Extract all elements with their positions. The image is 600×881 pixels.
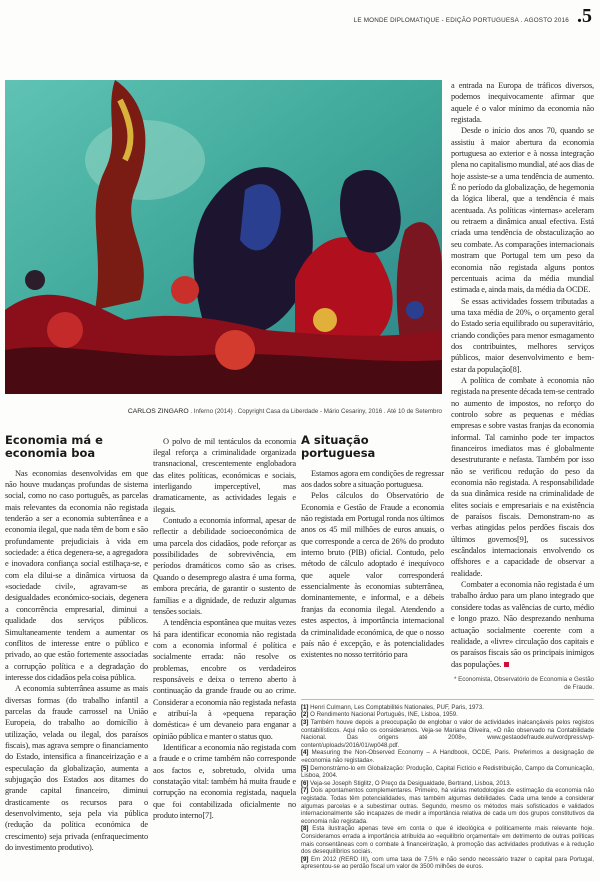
footnote	[301, 856, 594, 871]
paragraph: Se essas actividades fossem tributadas a uma taxa média de 20%, o orçamento geral do Estado seria equilibrado ou superavitário, criando condições para menor esmagamento dos contribuintes, melhores serviços públicos, maior desenvolvimento e bem-estar da população[8].	[451, 296, 594, 374]
paragraph: Contudo a economia informal, apesar de reflectir a debilidade socioeconómica de uma parcela dos cidadãos, pode reforçar as possibilidades de sobrevivência, em períodos dramáticos como são as crises. Quando o desemprego alastra é uma forma, embora precária, de garantir o sustento de famílias e a dignidade, de reduzir algumas tensões sociais.	[153, 516, 296, 616]
illustration-credit: . Inferno (2014) . Copyright Casa da Liberdade - Mário Cesariny, 2016 . Até 10 de Setembro	[188, 408, 442, 416]
artist-name: CARLOS ZINGARO	[127, 408, 189, 416]
section-heading-economia: Economia má e economia boa	[5, 432, 103, 460]
footnote-text: Esta ilustração apenas teve em conta o que é ideológica e politicamente mais relevante hoje. Consideramos errada a importância atribuída ao «equilíbrio orçamental» em detrimento de outras políticas mais consentâneas com o combate à financeirização, à promoção das actividades produtivas e à redução dos desequilíbrios sociais.	[301, 825, 594, 856]
paragraph-final	[451, 579, 594, 670]
footnote-number: [9]	[301, 855, 309, 863]
footnotes	[301, 699, 594, 871]
paragraph: Desde o início dos anos 70, quando se assistiu à maior abertura da economia portuguesa ao exterior e à nossa integração plena no capitalismo mundial, até aos dias de hoje assiste-se a uma tendência de aumento. É no período da globalização, de hegemonia da lógica liberal, que a tendência é mais acentuada. As políticas «internas» aceleram ou retraem a dinâmica anual efectiva. Está criada uma tendência de obstaculização ao seu combate. As comparações internacionais mostram que Portugal tem um peso da economia não registada alguns pontos percentuais acima da média mundial estimada e, ainda mais, da média da OCDE.	[451, 126, 594, 295]
page-number: .5	[577, 5, 592, 27]
illustration-inferno	[5, 80, 444, 394]
paragraph: O polvo de mil tentáculos da economia ilegal reforça a criminalidade organizada transnacional, crescentemente englobadora das elites políticas, económicas e sociais, interligando imperceptível, mas dramaticamente, as actividades legais e ilegais.	[153, 436, 296, 514]
paragraph: A tendência espontânea que muitas vezes há para identificar economia não registada com a economia informal é política e socialmente errada: não resolve os problemas, encobre os verdadeiros responsáveis e deixa o terreno aberto à continuação da grande fraude ou ao crime. Considerar a economia não registada nefasta e atribuí-la à «pequena reparação doméstica» é um devaneio para enganar a opinião pública e manter o status quo.	[153, 618, 296, 741]
column-3	[301, 434, 444, 661]
footnote	[301, 825, 594, 855]
column-2	[153, 434, 296, 822]
paragraph: Identificar a economia não registada com a fraude e o crime também não corresponde aos factos e, sobretudo, olvida uma constatação vital: também há muita fraude e corrupção na economia registada, naquela que foi contabilizada oficialmente no produto interno[7].	[153, 742, 296, 821]
section-heading-situacao: A situação portuguesa	[301, 432, 376, 460]
footnote-number: [4]	[301, 749, 309, 757]
footnote-text: Também houve depois a preocupação de englobar o valor de actividades inalcançáveis pelos registos contabilísticos. Aqui não os consideramos. Veja-se Mariana Oliveira, «O não observado na Contabilidade Nacional. Das origens até 2008», www.gestaodefraude.eu/wordpress/wp-content/uploads/2016/01/wp048.pdf.	[301, 719, 594, 749]
footnote-number: [3]	[301, 719, 309, 727]
paragraph: Estamos agora em condições de regressar aos dados sobre a situação portuguesa.	[301, 468, 444, 490]
paragraph: A economia subterrânea assume as mais diversas formas (do trabalho infantil a parcelas da fraude carrossel na União Europeia, do trabalho ao domicílio à utilização, velada ou ilegal, dos paraísos fiscais), mas agrava sempre o financiamento do Estado, intensifica a financeirização e a especulação da globalização, aumenta a subjugação dos Estados aos ditames do grande capital financeiro, diminui drasticamente os recursos para o desenvolvimento, seja pela via pública (redução da política económica de crescimento) seja privada (enfraquecimento do investimento produtivo).	[5, 684, 148, 853]
footnote-text: Demonstrámo-lo em Globalização: Produção, Capital Fictício e Redistribuição, Campo da Comunicação, Lisboa, 2004.	[301, 764, 594, 780]
footnote-text: Em 2012 (RERD III), com uma taxa de 7,5% e não sendo necessário trazer o capital para Portugal, apresentou-se ao perdão fiscal um valor de 3500 milhões de euros.	[301, 855, 594, 871]
footnote-text: Henri Culmann, Les Comptabilités Nationales, PUF, Paris, 1973.	[310, 703, 484, 711]
footnote	[301, 719, 594, 749]
paragraph: Pelos cálculos do Observatório de Economia e Gestão de Fraude a economia não registada em Portugal ronda nos últimos anos os 45 mil milhões de euros anuais, o que corresponde a cerca de 26% do produto interno bruto (PIB) oficial. Contudo, pelo método de cálculo adoptado é inequívoco que aquele valor corresponderá essencialmente às economias subterrânea, dominantemente, e informal, e a débeis franjas da economia ilegal. Atendendo a estes aspectos, à importância internacional da criminalidade económica, de que o nosso país não é excepção, e às potencialidades existentes no nosso território para	[301, 491, 444, 660]
footnote-number: [8]	[301, 825, 309, 833]
page-grid	[5, 80, 595, 871]
paragraph: Nas economias desenvolvidas em que não houve mudanças profundas de sistema social, como no caso português, as parcelas mais relevantes da economia não registada tenderão a ser a economia subterrânea e a economia ilegal, que nada têm de bom e são profundamente prejudiciais à vida em sociedade: a ética degenera-se, a agregadora e inovadora confiança social estilhaça-se, e com ela dilui-se a dinâmica virtuosa da «sociedade civil», agravam-se as desigualdades económico-sociais, degenera a concorrência empresarial, diminui a qualidade dos serviços públicos. Simultaneamente tendem a aumentar os conflitos de interesse entre o público e privado, ao que estão fortemente associadas a corrupção política e a degradação do interesse dos cidadãos pela coisa pública.	[5, 468, 148, 682]
footnote	[301, 765, 594, 780]
footnote-text: O Rendimento Nacional Português, INE, Lisboa, 1959.	[310, 711, 458, 719]
footnote-number: [1]	[301, 703, 309, 711]
running-title: LE MONDE DIPLOMATIQUE - EDIÇÃO PORTUGUESA . AGOSTO 2016	[353, 17, 569, 24]
end-mark-icon	[504, 662, 509, 667]
footnote-number: [7]	[301, 787, 309, 795]
footnote-number: [2]	[301, 711, 309, 719]
footnote-text: Measuring the Non-Observed Economy – A Handbook, OCDE, Paris. Preferimos a designação de «economia não registada».	[301, 749, 594, 765]
footnote-number: [5]	[301, 764, 309, 772]
column-4	[449, 80, 594, 670]
footnote	[301, 749, 594, 764]
column-1	[5, 434, 148, 854]
footnote	[301, 780, 594, 788]
footnote	[301, 711, 594, 719]
footnote-text: Veja-se Joseph Stiglitz, O Preço da Desigualdade, Bertrand, Lisboa, 2013.	[310, 779, 512, 787]
footnote-number: [6]	[301, 779, 309, 787]
footnote	[301, 787, 594, 825]
footnote	[301, 704, 594, 712]
illustration-caption	[5, 403, 444, 424]
paragraph: a entrada na Europa de tráficos diversos, podemos inequivocamente afirmar que aquele é o valor mínimo da economia não registada.	[451, 81, 594, 125]
footnote-text: Dois apontamentos complementares. Primeiro, há várias metodologias de estimação da economia não registada. Todas têm potencialidades, mas também algumas debilidades. Cada uma tende a considerar algumas parcelas e a subestimar outras. Segundo, mesmo os métodos mais sofisticados e validados internacionalmente são incapazes de medir a importância relativa de cada um dos grupos constitutivos da economia não registada.	[301, 787, 594, 825]
paragraph-text: Combater a economia não registada é um trabalho árduo para um plano integrado que considere todas as valências de curto, médio e longo prazo. Não desprezando nenhuma actuação socialmente coerente com a realidade, a «livre» circulação dos capitais e os paraísos fiscais são os principais inimigos das populações.	[451, 580, 594, 669]
paragraph: A política de combate à economia não registada na presente década tem-se centrado no aumento de impostos, no reforço do controlo sobre as pequenas e médias empresas e sobre vastas franjas da economia informal. Tal caminho pode ter impactos financeiros imediatos mas é globalmente desestruturante e nefasta. Também por isso não se verificou redução do peso da economia não registada. A responsabilidade da sua dinâmica reside na criminalidade de elites sociais e empresariais e na existência de paraísos fiscais. Demonstram-no as verbas atingidas pelos perdões fiscais dos últimos governos[9], os sucessivos escândalos internacionais envolvendo os offshores e a capacidade de observar a realidade.	[451, 375, 594, 578]
author-note: * Economista, Observatório de Economia e Gestão de Fraude.	[454, 675, 594, 692]
page-header	[5, 6, 595, 80]
